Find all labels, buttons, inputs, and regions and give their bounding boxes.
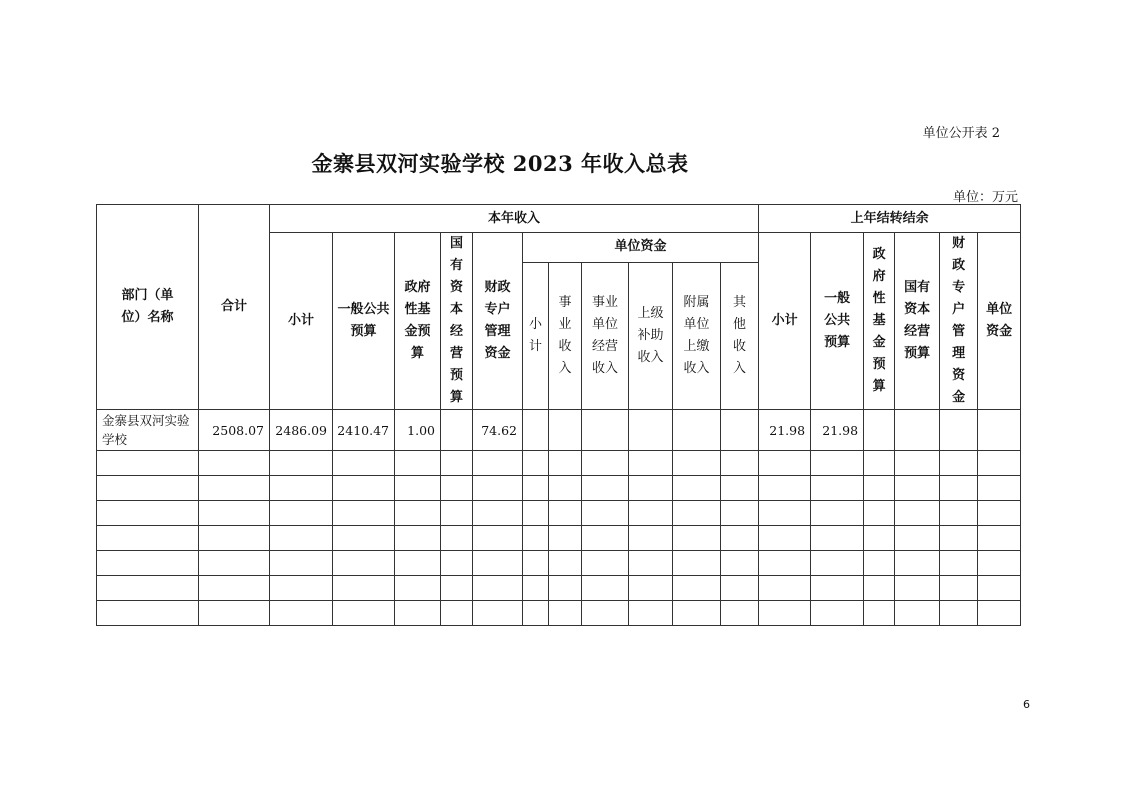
col-unit-subtotal: 小计 bbox=[523, 262, 549, 409]
col-carry-subtotal: 小计 bbox=[759, 233, 811, 410]
col-carry-state-capital-budget: 国有资本经营预算 bbox=[895, 233, 940, 410]
col-fiscal-special-funds: 财政专户管理资金 bbox=[473, 233, 523, 410]
cell-superior-subsidy-income bbox=[629, 410, 673, 451]
cell-carry-general-budget: 21.98 bbox=[811, 410, 864, 451]
table-row bbox=[97, 410, 1021, 451]
col-business-income: 事业收入 bbox=[549, 262, 582, 409]
col-affiliated-unit-remit-income: 附属单位上缴收入 bbox=[673, 262, 721, 409]
page-number: 6 bbox=[1023, 698, 1030, 711]
group-unit-funds: 单位资金 bbox=[523, 233, 759, 263]
cell-fiscal-special-funds: 74.62 bbox=[473, 410, 523, 451]
table-row bbox=[97, 551, 1021, 576]
col-carry-gov-fund-budget: 政府性基金预算 bbox=[864, 233, 895, 410]
cell-general-budget: 2410.47 bbox=[333, 410, 395, 451]
table-row bbox=[97, 526, 1021, 551]
form-number: 单位公开表 2 bbox=[922, 126, 1000, 141]
col-carry-general-budget: 一般公共预算 bbox=[811, 233, 864, 410]
cell-state-capital-budget bbox=[441, 410, 473, 451]
unit-label: 单位：万元 bbox=[952, 190, 1018, 205]
cell-subtotal: 2486.09 bbox=[270, 410, 333, 451]
col-gov-fund-budget: 政府性基金预算 bbox=[395, 233, 441, 410]
col-total: 合计 bbox=[199, 205, 270, 410]
group-prior-year-carryover: 上年结转结余 bbox=[759, 205, 1021, 233]
cell-business-unit-operating-income bbox=[582, 410, 629, 451]
col-dept-name: 部门（单位）名称 bbox=[97, 205, 199, 410]
col-business-unit-operating-income: 事业单位经营收入 bbox=[582, 262, 629, 409]
table-row bbox=[97, 601, 1021, 626]
income-summary-table bbox=[96, 204, 1021, 626]
col-state-capital-budget: 国有资本经营预算 bbox=[441, 233, 473, 410]
table-row bbox=[97, 576, 1021, 601]
cell-gov-fund-budget: 1.00 bbox=[395, 410, 441, 451]
table-row bbox=[97, 451, 1021, 476]
col-general-budget: 一般公共预算 bbox=[333, 233, 395, 410]
cell-name: 金寨县双河实验学校 bbox=[97, 410, 199, 451]
col-carry-unit-funds: 单位资金 bbox=[978, 233, 1021, 410]
page-title: 金寨县双河实验学校 2023 年收入总表 bbox=[311, 151, 689, 176]
cell-business-income bbox=[549, 410, 582, 451]
cell-other-income bbox=[721, 410, 759, 451]
cell-carry-state-capital-budget bbox=[895, 410, 940, 451]
table-row bbox=[97, 501, 1021, 526]
col-other-income: 其他收入 bbox=[721, 262, 759, 409]
col-superior-subsidy-income: 上级补助收入 bbox=[629, 262, 673, 409]
cell-carry-unit-funds bbox=[978, 410, 1021, 451]
col-subtotal: 小计 bbox=[270, 233, 333, 410]
cell-unit-subtotal bbox=[523, 410, 549, 451]
cell-total: 2508.07 bbox=[199, 410, 270, 451]
table-row bbox=[97, 476, 1021, 501]
cell-carry-gov-fund-budget bbox=[864, 410, 895, 451]
cell-affiliated-unit-remit-income bbox=[673, 410, 721, 451]
group-current-year-income: 本年收入 bbox=[270, 205, 759, 233]
col-carry-fiscal-special-funds: 财政专户管理资金 bbox=[940, 233, 978, 410]
cell-carry-subtotal: 21.98 bbox=[759, 410, 811, 451]
cell-carry-fiscal-special-funds bbox=[940, 410, 978, 451]
